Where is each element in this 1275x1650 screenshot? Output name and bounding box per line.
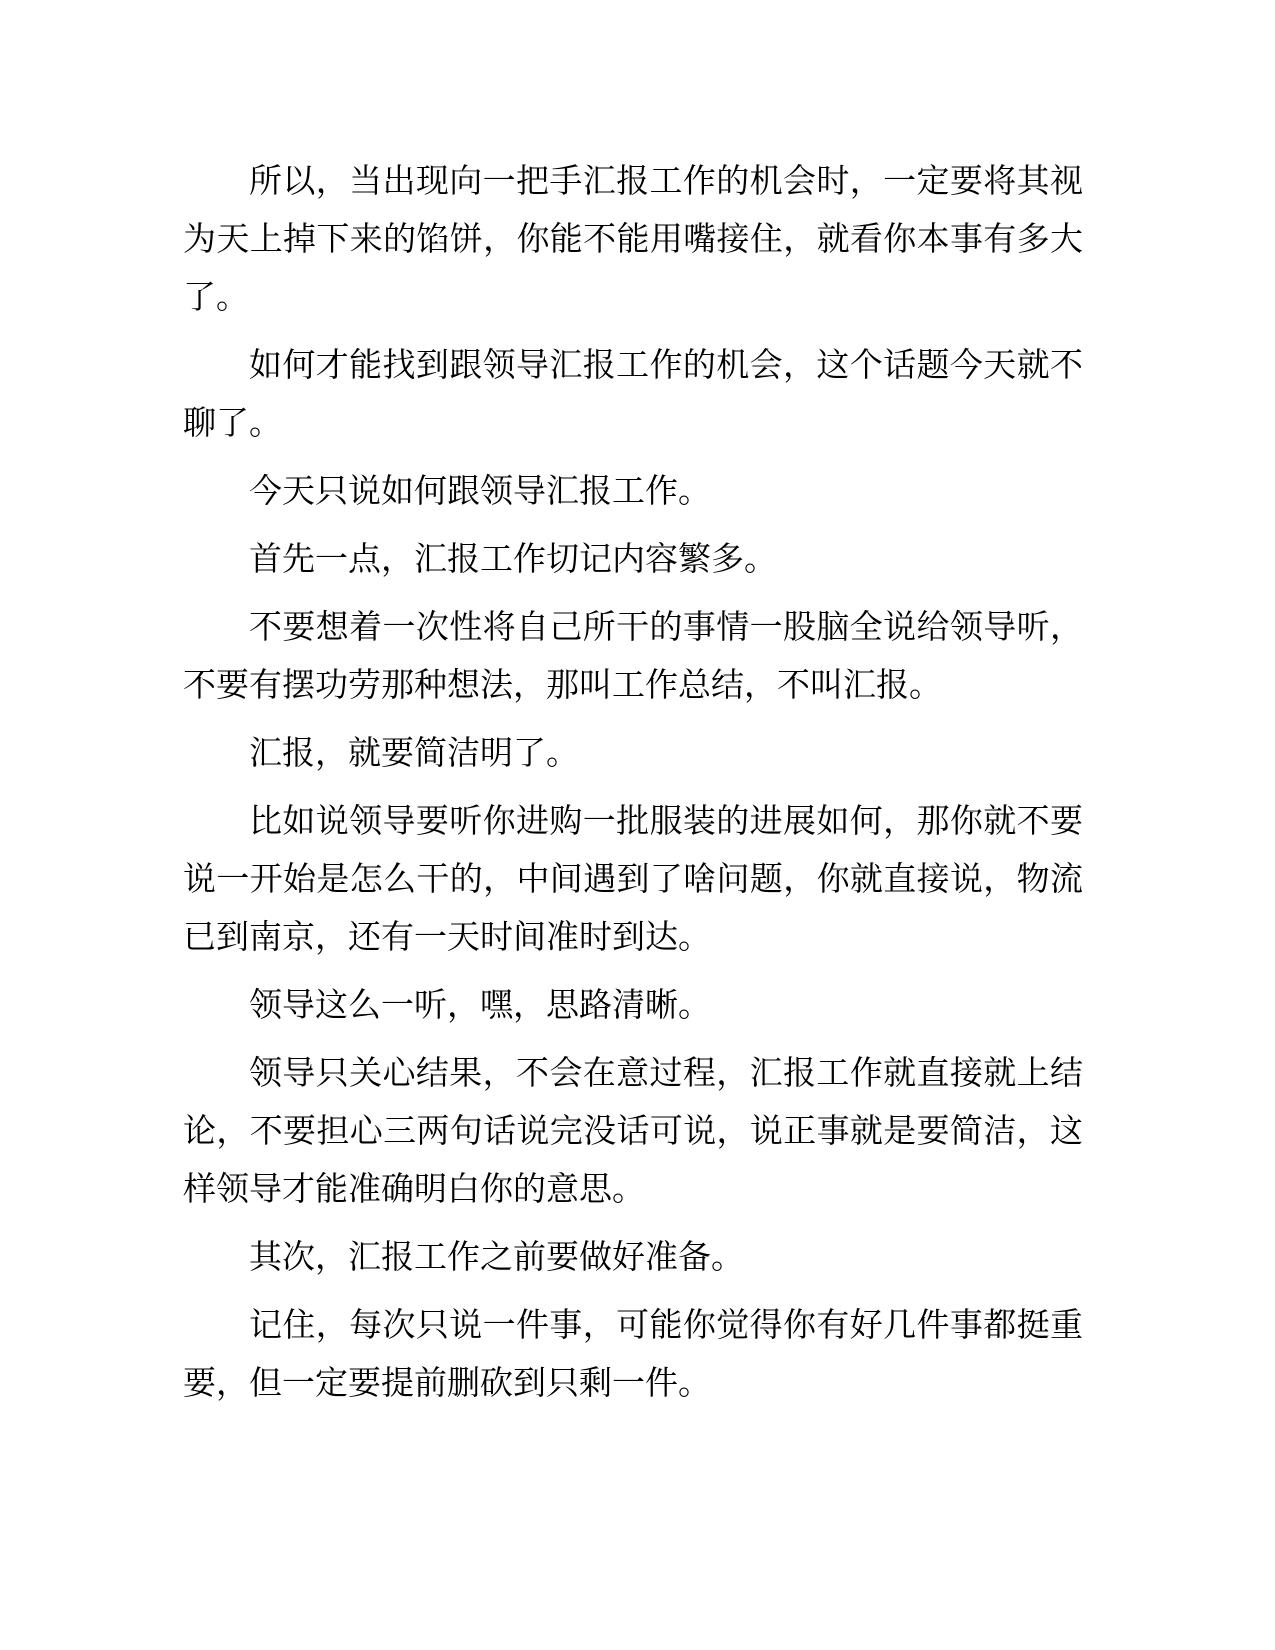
paragraph-6: 汇报，就要简洁明了。 <box>249 733 579 772</box>
paragraph-1: 所以，当出现向一把手汇报工作的机会时，一定要将其视为天上掉下来的馅饼，你能不能用嘴接住，就看你本事有多大了。 <box>183 161 1083 316</box>
paragraph-5: 不要想着一次性将自己所干的事情一股脑全说给领导听，不要有摆功劳那种想法，那叫工作总结，不叫汇报。 <box>183 607 1083 704</box>
document-body <box>183 152 1083 1412</box>
paragraph-3: 今天只说如何跟领导汇报工作。 <box>249 471 711 510</box>
paragraph-7: 比如说领导要听你进购一批服装的进展如何，那你就不要说一开始是怎么干的，中间遇到了啥问题，你就直接说，物流已到南京，还有一天时间准时到达。 <box>183 801 1083 956</box>
paragraph-8: 领导这么一听，嘿，思路清晰。 <box>249 985 711 1024</box>
paragraph-4: 首先一点，汇报工作切记内容繁多。 <box>249 539 777 578</box>
paragraph-2: 如何才能找到跟领导汇报工作的机会，这个话题今天就不聊了。 <box>183 345 1083 442</box>
paragraph-10: 其次，汇报工作之前要做好准备。 <box>249 1237 744 1276</box>
paragraph-11: 记住，每次只说一件事，可能你觉得你有好几件事都挺重要，但一定要提前删砍到只剩一件。 <box>183 1305 1083 1402</box>
paragraph-9: 领导只关心结果，不会在意过程，汇报工作就直接就上结论，不要担心三两句话说完没话可说，说正事就是要简洁，这样领导才能准确明白你的意思。 <box>183 1053 1083 1208</box>
